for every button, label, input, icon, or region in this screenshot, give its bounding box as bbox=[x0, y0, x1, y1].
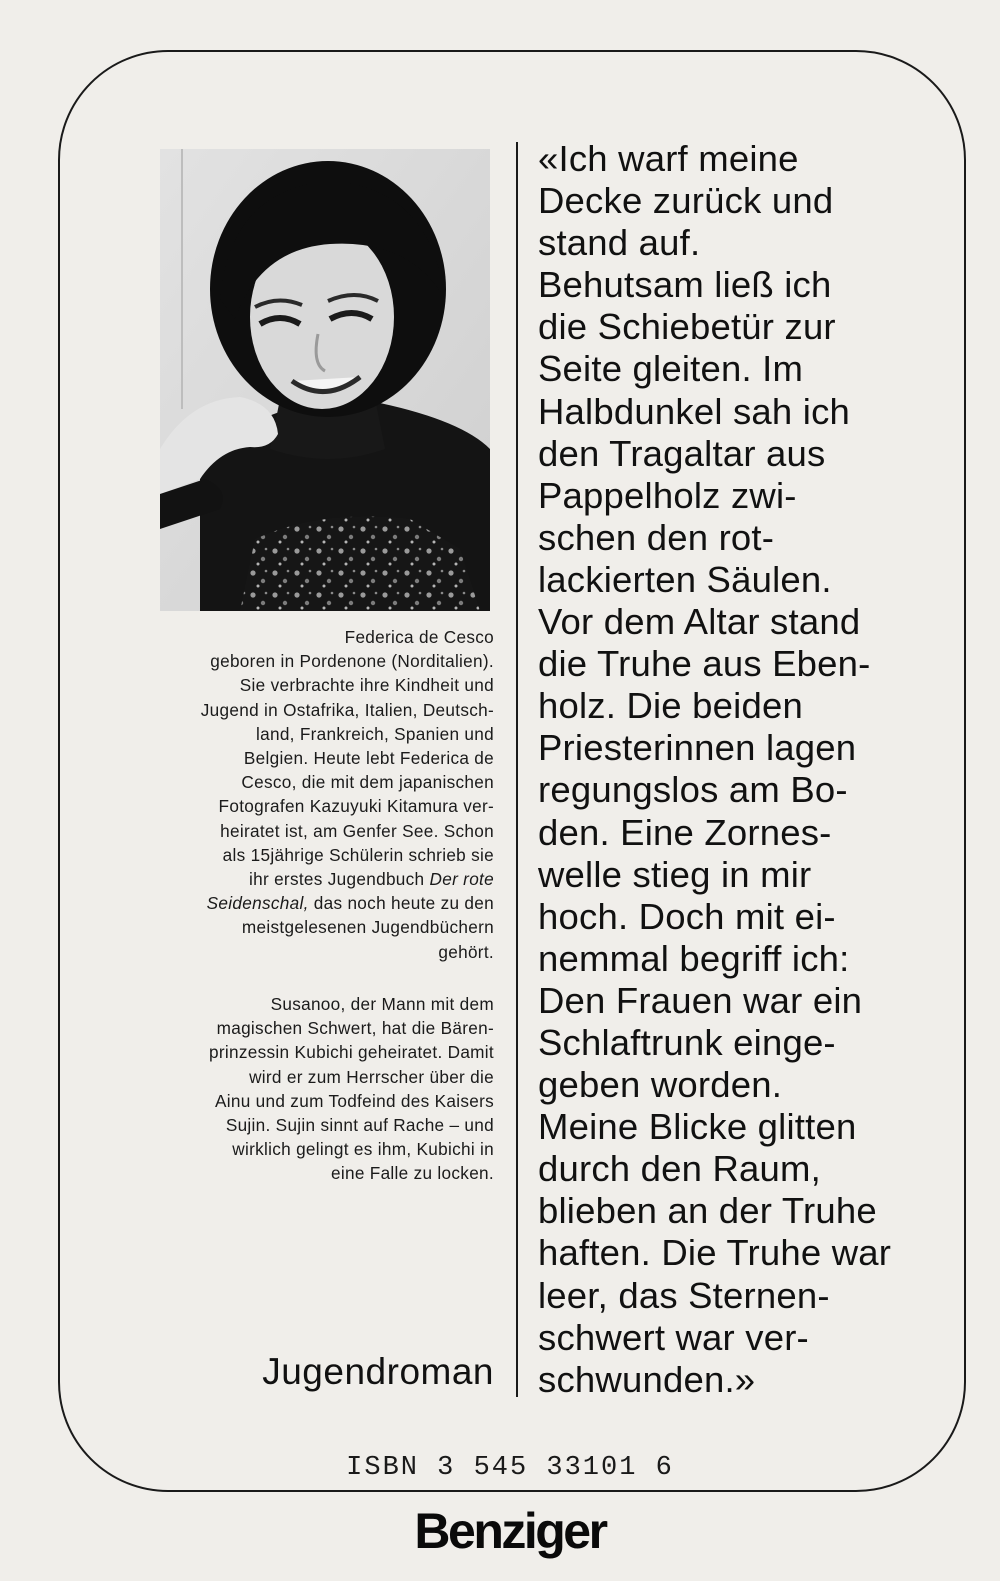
bio-line: land, Frankreich, Spanien und bbox=[255, 723, 494, 744]
quote-line: Vor dem Altar stand bbox=[538, 601, 861, 643]
quote-line: nemmal begriff ich: bbox=[538, 937, 850, 979]
quote-line: Seite gleiten. Im bbox=[538, 348, 804, 390]
book-title-part1: Der rote bbox=[429, 869, 494, 890]
quote-line: Behutsam ließ ich bbox=[538, 264, 832, 306]
bio-line: als 15jährige Schülerin schrieb sie bbox=[222, 844, 494, 865]
quote-line: Priesterinnen lagen bbox=[538, 727, 857, 769]
quote-line: stand auf. bbox=[538, 222, 701, 264]
quote-line: geben worden. bbox=[538, 1064, 783, 1106]
quote-line: «Ich warf meine bbox=[538, 138, 799, 179]
isbn-number: ISBN 3 545 33101 6 bbox=[346, 1453, 674, 1483]
synopsis-line: wirklich gelingt es ihm, Kubichi in bbox=[232, 1139, 494, 1160]
quote-line: Schlaftrunk einge- bbox=[538, 1021, 836, 1063]
bio-line bbox=[120, 867, 494, 891]
author-biography bbox=[120, 625, 494, 964]
quote-line: hoch. Doch mit ei- bbox=[538, 895, 836, 937]
synopsis-line: wird er zum Herrscher über die bbox=[249, 1066, 494, 1087]
synopsis-line: Susanoo, der Mann mit dem bbox=[270, 994, 494, 1014]
bio-line: geboren in Pordenone (Norditalien). bbox=[210, 651, 494, 672]
bio-line: Jugend in Ostafrika, Italien, Deutsch- bbox=[200, 699, 494, 720]
quote-line: schwert war ver- bbox=[538, 1316, 809, 1358]
quote-line: Decke zurück und bbox=[538, 180, 834, 222]
bio-line: meistgelesenen Jugendbüchern bbox=[241, 917, 494, 938]
book-title-part2: Seidenschal, bbox=[206, 893, 309, 914]
quote-line: leer, das Sternen- bbox=[538, 1274, 830, 1316]
quote-line: welle stieg in mir bbox=[538, 853, 812, 895]
quote-line: Den Frauen war ein bbox=[538, 979, 863, 1021]
quote-line: lackierten Säulen. bbox=[538, 558, 832, 600]
publisher-logo: Benziger bbox=[414, 1503, 606, 1559]
quote-line: schen den rot- bbox=[538, 516, 775, 558]
synopsis-line: Sujin. Sujin sinnt auf Rache – und bbox=[225, 1115, 494, 1136]
excerpt-quote bbox=[538, 138, 963, 1401]
quote-line: haften. Die Truhe war bbox=[538, 1232, 892, 1274]
synopsis-line: prinzessin Kubichi geheiratet. Damit bbox=[209, 1042, 494, 1063]
quote-line: durch den Raum, bbox=[538, 1148, 821, 1190]
quote-line: blieben an der Truhe bbox=[538, 1190, 877, 1232]
bio-line-text: das noch heute zu den bbox=[313, 893, 494, 914]
quote-line: den Tragaltar aus bbox=[538, 432, 826, 474]
quote-line: schwunden.» bbox=[538, 1358, 756, 1400]
bio-line-text: ihr erstes Jugendbuch bbox=[249, 869, 425, 890]
author-portrait-icon bbox=[160, 149, 490, 611]
quote-line: Halbdunkel sah ich bbox=[538, 390, 851, 432]
bio-line: heiratet ist, am Genfer See. Schon bbox=[220, 820, 494, 841]
bio-line: Fotografen Kazuyuki Kitamura ver- bbox=[218, 796, 494, 817]
bio-line: Sie verbrachte ihre Kindheit und bbox=[239, 675, 494, 696]
genre-label: Jugendroman bbox=[262, 1351, 494, 1392]
bio-line: Belgien. Heute lebt Federica de bbox=[243, 748, 494, 769]
bio-line: Cesco, die mit dem japanischen bbox=[241, 772, 494, 793]
author-photo bbox=[160, 149, 490, 611]
quote-line: die Truhe aus Eben- bbox=[538, 643, 871, 685]
bio-line: Federica de Cesco bbox=[344, 627, 494, 647]
column-divider bbox=[516, 142, 518, 1397]
synopsis-line: Ainu und zum Todfeind des Kaisers bbox=[214, 1090, 494, 1111]
quote-line: Meine Blicke glitten bbox=[538, 1106, 857, 1148]
synopsis-line: eine Falle zu locken. bbox=[331, 1163, 494, 1184]
quote-line: die Schiebetür zur bbox=[538, 306, 836, 348]
quote-line: regungslos am Bo- bbox=[538, 769, 848, 811]
quote-line: den. Eine Zornes- bbox=[538, 811, 832, 853]
bio-line bbox=[120, 891, 494, 915]
synopsis-line: magischen Schwert, hat die Bären- bbox=[216, 1018, 494, 1039]
quote-line: Pappelholz zwi- bbox=[538, 474, 797, 516]
bio-line: gehört. bbox=[438, 941, 494, 962]
quote-line: holz. Die beiden bbox=[538, 685, 803, 727]
book-synopsis bbox=[120, 992, 494, 1186]
